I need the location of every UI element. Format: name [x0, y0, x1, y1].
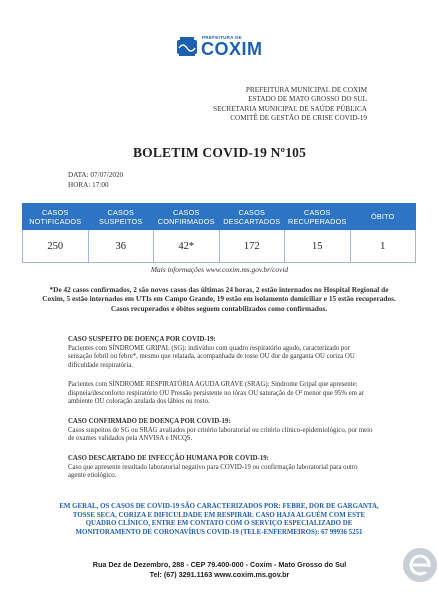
- suspect-srag-text: Pacientes com SÍNDROME RESPIRATÓRIA AGUDA GRAVE (SRAG): Síndrome Gripal que apresente: dispneia/desconforto respiratório OU Pressão persistente no tórax OU saturação de O² menor que 95% em ar ambiente OU coloração azulada dos lábios ou rosto.: [68, 381, 364, 406]
- discarded-text: Caso que apresente resultado laboratorial negativo para COVID-19 ou confirmação laboratorial para outro agente etiológico.: [68, 463, 358, 480]
- stats-header-row: [23, 204, 416, 230]
- org-line: COMITÊ DE GESTÃO DE CRISE COVID-19: [230, 114, 367, 123]
- footer-contact: Tel: (67) 3291.1163 www.coxim.ms.gov.br: [149, 570, 290, 579]
- value-obito: 1: [350, 230, 416, 263]
- confirmed-summary: *De 42 casos confirmados, 2 são novos casos das últimas 24 horas, 2 estão internados no Hospital Regional de Coxim, 5 estão internados em UTIs em Campo Grande, 19 estão em isolamento domiciliar e 15 estão recuperados. Casos recuperados e óbitos seguem contabilizados como confirmados.: [42, 285, 396, 313]
- suspect-srag-definition: [68, 381, 374, 407]
- suspect-definition: [68, 336, 374, 371]
- confirmed-heading: CASO CONFIRMADO DE DOENÇA POR COVID-19:: [68, 418, 231, 425]
- stats-table: [22, 203, 416, 263]
- org-line: PREFEITURA MUNICIPAL DE COXIM: [245, 86, 367, 94]
- organization-header: [127, 86, 367, 124]
- suspect-heading: CASO SUSPEITO DE DOENÇA POR COVID-19:: [68, 336, 216, 343]
- bulletin-meta: [68, 171, 123, 190]
- more-info-link[interactable]: Mais informações www.coxim.ms.gov.br/covid: [150, 265, 289, 274]
- discarded-definition: [68, 455, 374, 481]
- footer: [0, 560, 439, 580]
- value-suspeitos: 36: [88, 230, 154, 263]
- suspect-sg-text: Pacientes com SÍNDROME GRIPAL (SG): indivíduo com quadro respiratório agudo, caracterizado por sensação febril ou febre*, mesmo que relatada, acompanhada de tosse OU dor de garganta OU coriza OU dificuldade respiratória.: [68, 344, 355, 370]
- header-obito: ÓBITO: [350, 204, 416, 230]
- header-suspeitos: CASOS SUSPEITOS: [88, 204, 154, 230]
- logo-prefeitura-text: PREFEITURA DE: [202, 35, 242, 40]
- header-descartados: CASOS DESCARTADOS: [219, 204, 285, 230]
- share-badge-icon[interactable]: [403, 548, 437, 582]
- org-line: SECRETARIA MUNICIPAL DE SAÚDE PÚBLICA: [213, 104, 367, 113]
- coxim-logo: [176, 34, 263, 60]
- discarded-heading: CASO DESCARTADO DE INFECÇÃO HUMANA POR COVID-19:: [68, 455, 269, 462]
- coat-of-arms-icon: [176, 36, 198, 58]
- confirmed-text: Casos suspeitos de SG ou SRAG avaliados por critério laboratorial ou critério clínico-epidemiológico, por meio de exames validados pela ANVISA e INCQS.: [68, 426, 373, 443]
- symptoms-note: EM GERAL, OS CASOS DE COVID-19 SÃO CARACTERIZADOS POR: FEBRE, DOR DE GARGANTA, TOSSE SECA, CORIZA E DIFICULDADE EM RESPIRAR. CASO HAJA ALGUÉM COM ESTE QUADRO CLÍNICO, ENTRE EM CONTATO COM O SERVIÇO ESPECIALIZADO DE MONITORAMENTO DE CORONAVÍRUS COVID-19 (TELE-ENFERMEIROS): 67 99936 5251: [59, 503, 379, 536]
- bulletin-title: BOLETIM COVID-19 Nº105: [132, 145, 307, 160]
- value-descartados: 172: [219, 230, 285, 263]
- confirmed-definition: [68, 418, 374, 444]
- stats-value-row: [23, 230, 416, 263]
- header-notificados: CASOS NOTIFICADOS: [23, 204, 89, 230]
- value-notificados: 250: [23, 230, 89, 263]
- org-line: ESTADO DE MATO GROSSO DO SUL: [248, 95, 367, 104]
- header-recuperados: CASOS RECUPERADOS: [285, 204, 351, 230]
- value-recuperados: 15: [285, 230, 351, 263]
- value-confirmados: 42*: [154, 230, 220, 263]
- footer-address: Rua Dez de Dezembro, 288 - CEP 79.400-000 - Coxim - Mato Grosso do Sul: [92, 560, 347, 569]
- header-confirmados: CASOS CONFIRMADOS: [154, 204, 220, 230]
- date-line: DATA: 07/07/2020: [68, 171, 124, 179]
- time-line: HORA: 17:00: [68, 180, 109, 189]
- logo-city-text: COXIM: [201, 39, 263, 59]
